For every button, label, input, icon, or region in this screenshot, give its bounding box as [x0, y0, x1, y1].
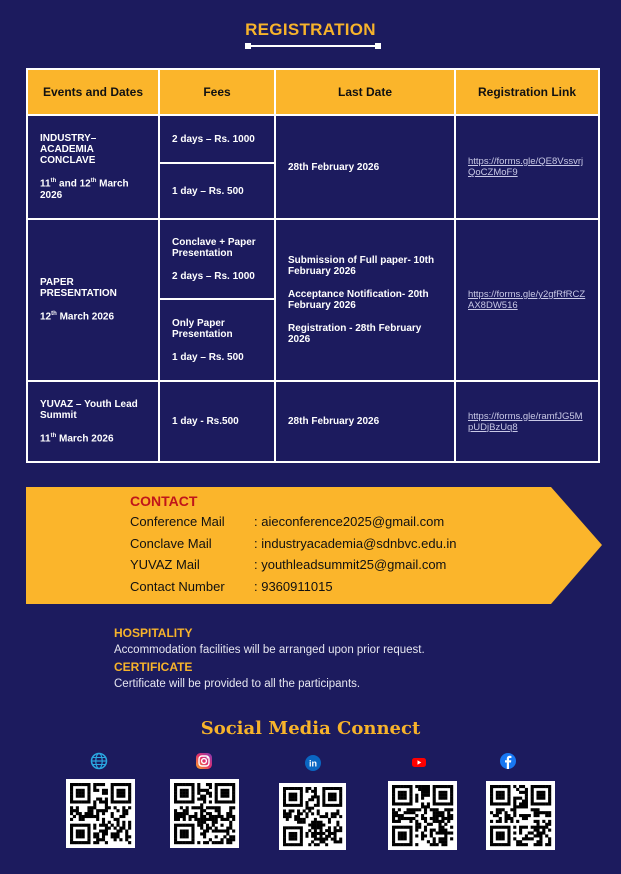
event-name-line: CONCLAVE: [40, 155, 96, 167]
registration-link-yuvaz[interactable]: https://forms.gle/ramfJG5MpUDjBzUq8: [468, 410, 583, 433]
contact-label: Conference Mail: [130, 514, 225, 530]
registration-table: [26, 68, 600, 463]
header-events: Events and Dates: [27, 69, 159, 115]
contact-label: Conclave Mail: [130, 535, 212, 551]
youtube-icon[interactable]: [410, 753, 428, 771]
last-date-cell: 28th February 2026: [275, 115, 455, 219]
event-name-line: PRESENTATION: [40, 288, 117, 300]
contact-row: [130, 511, 457, 533]
contact-heading: CONTACT: [130, 493, 198, 509]
contact-label: Contact Number: [130, 578, 225, 594]
conference-mail[interactable]: : aieconference2025@gmail.com: [254, 514, 445, 530]
event-date: 11th March 2026: [40, 432, 114, 445]
certificate-heading: CERTIFICATE: [114, 660, 193, 674]
linkedin-icon[interactable]: [304, 754, 322, 772]
event-paper: [27, 219, 159, 381]
qr-code-youtube[interactable]: [388, 781, 457, 850]
event-name-line: PAPER: [40, 277, 74, 289]
header-last-date: Last Date: [275, 69, 455, 115]
fee-cell: [159, 219, 275, 299]
hospitality-text: Accommodation facilities will be arranged upon prior request.: [114, 644, 425, 656]
event-date-year: 2026: [40, 189, 63, 201]
contact-banner: [26, 487, 604, 604]
svg-text:in: in: [309, 758, 317, 769]
event-date: 12th March 2026: [40, 311, 115, 323]
certificate-text: Certificate will be provided to all the participants.: [114, 678, 361, 690]
event-name-line: YUVAZ – Youth Lead Summit: [40, 398, 138, 421]
link-cell: [455, 381, 599, 462]
event-date: 11th and 12th March: [40, 178, 129, 190]
contact-number[interactable]: : 9360911015: [254, 578, 333, 594]
registration-link-paper[interactable]: https://forms.gle/y2gfRfRCZAX8DW516: [468, 289, 586, 311]
fee-cell: 2 days – Rs. 1000: [159, 115, 275, 163]
fee-cell: 1 day - Rs.500: [159, 381, 275, 462]
social-heading: Social Media Connect: [200, 718, 421, 739]
link-cell: [455, 115, 599, 219]
table-header-row: [27, 69, 599, 115]
last-date-line: Registration - 28th February 2026: [288, 323, 422, 345]
fee-cell: [159, 299, 275, 381]
fee-amount: 1 day – Rs. 500: [172, 351, 244, 363]
instagram-icon[interactable]: [195, 752, 213, 770]
header-registration-link: Registration Link: [455, 69, 599, 115]
page-title: REGISTRATION: [245, 20, 376, 39]
last-date-cell: 28th February 2026: [275, 381, 455, 462]
event-name-line: ACADEMIA: [40, 144, 94, 156]
last-date-cell: [275, 219, 455, 381]
conclave-mail[interactable]: : industryacademia@sdnbvc.edu.in: [254, 535, 457, 551]
qr-code-instagram[interactable]: [170, 779, 239, 848]
fee-amount: 2 days – Rs. 1000: [172, 270, 255, 282]
title-underline: [248, 45, 378, 47]
contact-row: [130, 576, 457, 598]
table-row: [27, 115, 599, 163]
header-fees: Fees: [159, 69, 275, 115]
fee-cell: 1 day – Rs. 500: [159, 163, 275, 219]
last-date-line: Submission of Full paper- 10th February 2026: [288, 255, 435, 277]
table-row: [27, 219, 599, 299]
event-conclave: [27, 115, 159, 219]
event-yuvaz: [27, 381, 159, 462]
info-section: [114, 622, 425, 694]
qr-code-facebook[interactable]: [486, 781, 555, 850]
last-date-line: Acceptance Notification- 20th February 2026: [288, 289, 429, 311]
link-cell: [455, 219, 599, 381]
registration-link-conclave[interactable]: https://forms.gle/QE8VssvrjQoCZMoF9: [468, 156, 584, 178]
hospitality-heading: HOSPITALITY: [114, 626, 193, 640]
fee-title: Only Paper Presentation: [172, 317, 233, 340]
event-name-line: INDUSTRY–: [40, 133, 97, 145]
qr-code-website[interactable]: [66, 779, 135, 848]
table-row: [27, 381, 599, 462]
yuvaz-mail[interactable]: : youthleadsummit25@gmail.com: [254, 557, 447, 573]
contact-row: [130, 554, 457, 576]
contact-row: [130, 533, 457, 555]
fee-title: Conclave + Paper Presentation: [172, 236, 256, 259]
facebook-icon[interactable]: [499, 752, 517, 770]
globe-icon[interactable]: [90, 752, 108, 770]
qr-code-linkedin[interactable]: [279, 783, 346, 850]
contact-label: YUVAZ Mail: [130, 557, 200, 573]
